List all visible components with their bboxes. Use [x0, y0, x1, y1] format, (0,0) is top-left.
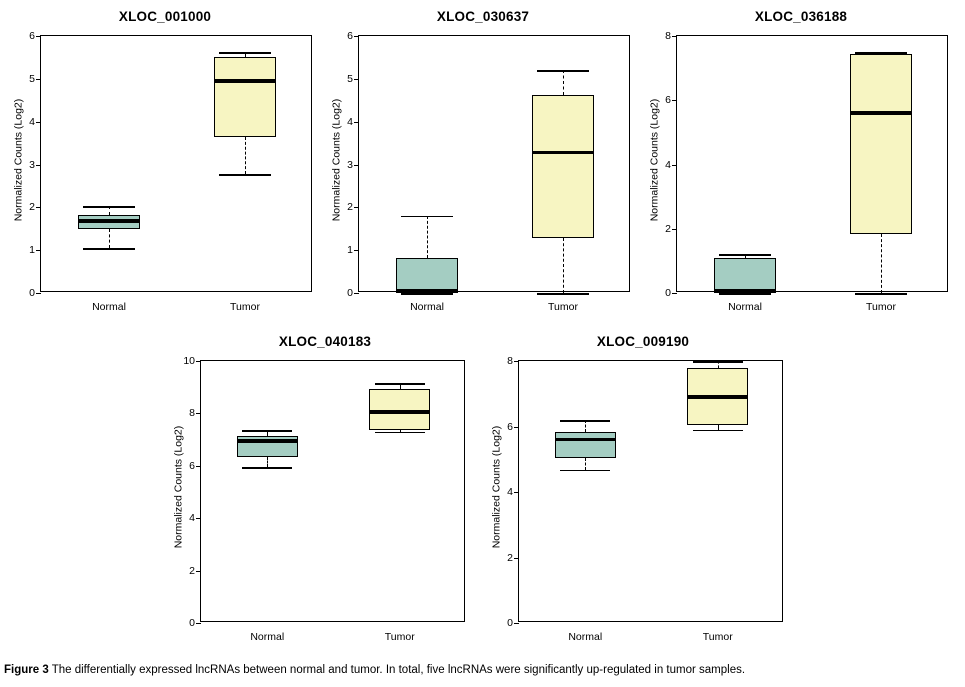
panel-xloc-030637 — [328, 8, 638, 328]
y-tick-mark — [196, 361, 201, 362]
y-axis-label-text: Normalized Counts (Log2) — [12, 98, 24, 221]
whisker-cap-lower — [242, 467, 292, 469]
y-tick-label: 2 — [347, 201, 353, 214]
whisker-cap-upper — [401, 216, 452, 218]
y-axis-label-text: Normalized Counts (Log2) — [330, 98, 342, 221]
y-tick-label: 4 — [507, 486, 513, 498]
y-tick-label: 2 — [29, 201, 35, 214]
whisker-cap-lower — [219, 174, 270, 176]
whisker-lower — [109, 229, 110, 248]
y-tick-mark — [196, 623, 201, 624]
whisker-upper — [427, 216, 428, 258]
y-tick-label: 8 — [665, 30, 671, 42]
panel-xloc-040183 — [170, 333, 480, 643]
y-tick-label: 1 — [347, 244, 353, 257]
panel-title: XLOC_036188 — [754, 9, 848, 24]
y-tick-mark — [514, 623, 519, 624]
whisker-cap-lower — [83, 248, 134, 250]
whisker-cap-upper — [242, 430, 292, 432]
whisker-cap-lower — [375, 432, 425, 434]
axes — [29, 30, 312, 313]
y-tick-label: 5 — [29, 72, 35, 85]
y-tick-label: 6 — [507, 420, 513, 433]
figure-caption — [4, 663, 954, 679]
whisker-cap-lower — [537, 293, 588, 295]
y-tick-mark — [354, 122, 359, 123]
box-normal — [555, 432, 616, 457]
median-line — [532, 151, 595, 154]
whisker-cap-upper — [693, 361, 743, 363]
y-tick-label: 4 — [665, 158, 671, 171]
y-tick-label: 6 — [189, 459, 195, 472]
y-tick-mark — [514, 427, 519, 428]
y-tick-mark — [672, 165, 677, 166]
y-axis-label-text: Normalized Counts (Log2) — [172, 425, 184, 549]
y-tick-mark — [672, 100, 677, 101]
whisker-lower — [585, 458, 586, 470]
box-tumor — [214, 57, 277, 136]
whisker-cap-lower — [719, 293, 770, 295]
box-tumor — [532, 95, 595, 238]
whisker-upper — [563, 70, 564, 95]
median-line — [214, 79, 277, 82]
y-tick-label: 3 — [347, 158, 353, 171]
y-tick-label: 0 — [189, 617, 195, 629]
box-tumor — [850, 54, 913, 234]
y-tick-label: 10 — [183, 355, 195, 367]
y-tick-mark — [354, 79, 359, 80]
y-tick-mark — [354, 165, 359, 166]
median-line — [687, 395, 748, 398]
y-tick-mark — [36, 79, 41, 80]
panel-title: XLOC_030637 — [436, 9, 530, 24]
plot-area — [646, 27, 956, 327]
axes — [665, 30, 948, 313]
y-tick-label: 0 — [507, 617, 513, 629]
panel-title: XLOC_040183 — [278, 334, 372, 349]
y-tick-mark — [196, 571, 201, 572]
y-tick-mark — [36, 165, 41, 166]
y-tick-mark — [196, 466, 201, 467]
plot-area — [10, 27, 320, 327]
y-tick-label: 3 — [29, 158, 35, 171]
whisker-lower — [267, 457, 268, 467]
y-tick-mark — [196, 518, 201, 519]
median-line — [850, 111, 913, 114]
panel-xloc-001000 — [10, 8, 320, 328]
figure-caption-label: Figure 3 — [4, 664, 49, 677]
y-tick-label: 8 — [189, 407, 195, 420]
x-tick-label: Normal — [728, 301, 762, 313]
y-tick-label: 0 — [29, 287, 35, 299]
y-axis-label-text: Normalized Counts (Log2) — [648, 98, 660, 221]
y-tick-label: 2 — [507, 551, 513, 564]
y-tick-label: 2 — [665, 222, 671, 235]
whisker-cap-upper — [219, 52, 270, 54]
x-tick-label: Tumor — [548, 301, 578, 313]
y-axis-label — [170, 352, 186, 622]
x-tick-label: Tumor — [230, 301, 260, 313]
panel-xloc-009190 — [488, 333, 798, 643]
whisker-cap-upper — [375, 383, 425, 385]
y-tick-label: 6 — [29, 30, 35, 42]
y-tick-label: 4 — [29, 115, 35, 128]
y-tick-mark — [354, 293, 359, 294]
y-tick-label: 5 — [347, 72, 353, 85]
panel-xloc-036188 — [646, 8, 956, 328]
y-tick-label: 6 — [665, 94, 671, 107]
panel-title: XLOC_009190 — [596, 334, 690, 349]
box-normal — [396, 258, 459, 293]
y-axis-label-text: Normalized Counts (Log2) — [490, 425, 502, 549]
y-tick-mark — [672, 293, 677, 294]
x-tick-label: Normal — [568, 631, 603, 643]
whisker-cap-lower — [560, 470, 610, 472]
median-line — [78, 219, 141, 222]
whisker-cap-upper — [719, 254, 770, 256]
y-tick-mark — [36, 122, 41, 123]
plot-area — [328, 27, 638, 327]
whisker-cap-lower — [693, 430, 743, 432]
y-tick-label: 4 — [347, 115, 353, 128]
x-tick-label: Tumor — [384, 631, 415, 643]
whisker-cap-upper — [537, 70, 588, 72]
median-line — [714, 289, 777, 292]
whisker-lower — [881, 234, 882, 293]
y-tick-mark — [672, 36, 677, 37]
x-tick-label: Tumor — [866, 301, 896, 313]
box-normal — [714, 258, 777, 293]
plot-area — [488, 352, 798, 642]
y-tick-label: 1 — [29, 244, 35, 257]
whisker-cap-upper — [83, 206, 134, 208]
y-tick-mark — [514, 361, 519, 362]
y-tick-label: 2 — [189, 564, 195, 577]
median-line — [237, 439, 298, 442]
y-tick-mark — [354, 250, 359, 251]
y-tick-mark — [514, 492, 519, 493]
whisker-lower — [245, 137, 246, 174]
y-tick-label: 6 — [347, 30, 353, 42]
panel-title: XLOC_001000 — [118, 9, 212, 24]
x-tick-label: Normal — [410, 301, 444, 313]
x-tick-label: Normal — [250, 631, 285, 643]
y-tick-label: 4 — [189, 512, 195, 525]
axes — [507, 355, 783, 643]
median-line — [369, 410, 430, 413]
y-tick-mark — [672, 229, 677, 230]
y-tick-mark — [36, 293, 41, 294]
whisker-lower — [563, 238, 564, 293]
median-line — [396, 289, 459, 292]
y-tick-label: 8 — [507, 355, 513, 367]
figure-caption-text: The differentially expressed lncRNAs between normal and tumor. In total, five lncRNAs were significantly up-regulated in tumor samples. — [48, 664, 746, 677]
axes — [347, 30, 630, 313]
y-tick-label: 0 — [347, 287, 353, 299]
y-tick-mark — [354, 207, 359, 208]
whisker-cap-lower — [401, 293, 452, 295]
y-tick-mark — [36, 207, 41, 208]
y-tick-mark — [354, 36, 359, 37]
whisker-upper — [585, 420, 586, 432]
plot-area — [170, 352, 480, 642]
y-tick-mark — [514, 558, 519, 559]
median-line — [555, 438, 616, 441]
axes — [183, 355, 465, 643]
x-tick-label: Normal — [92, 301, 126, 313]
y-tick-mark — [196, 413, 201, 414]
x-tick-label: Tumor — [702, 631, 733, 643]
y-tick-label: 0 — [665, 287, 671, 299]
whisker-cap-lower — [855, 293, 906, 295]
y-tick-mark — [36, 250, 41, 251]
y-tick-mark — [36, 36, 41, 37]
whisker-cap-upper — [560, 420, 610, 422]
